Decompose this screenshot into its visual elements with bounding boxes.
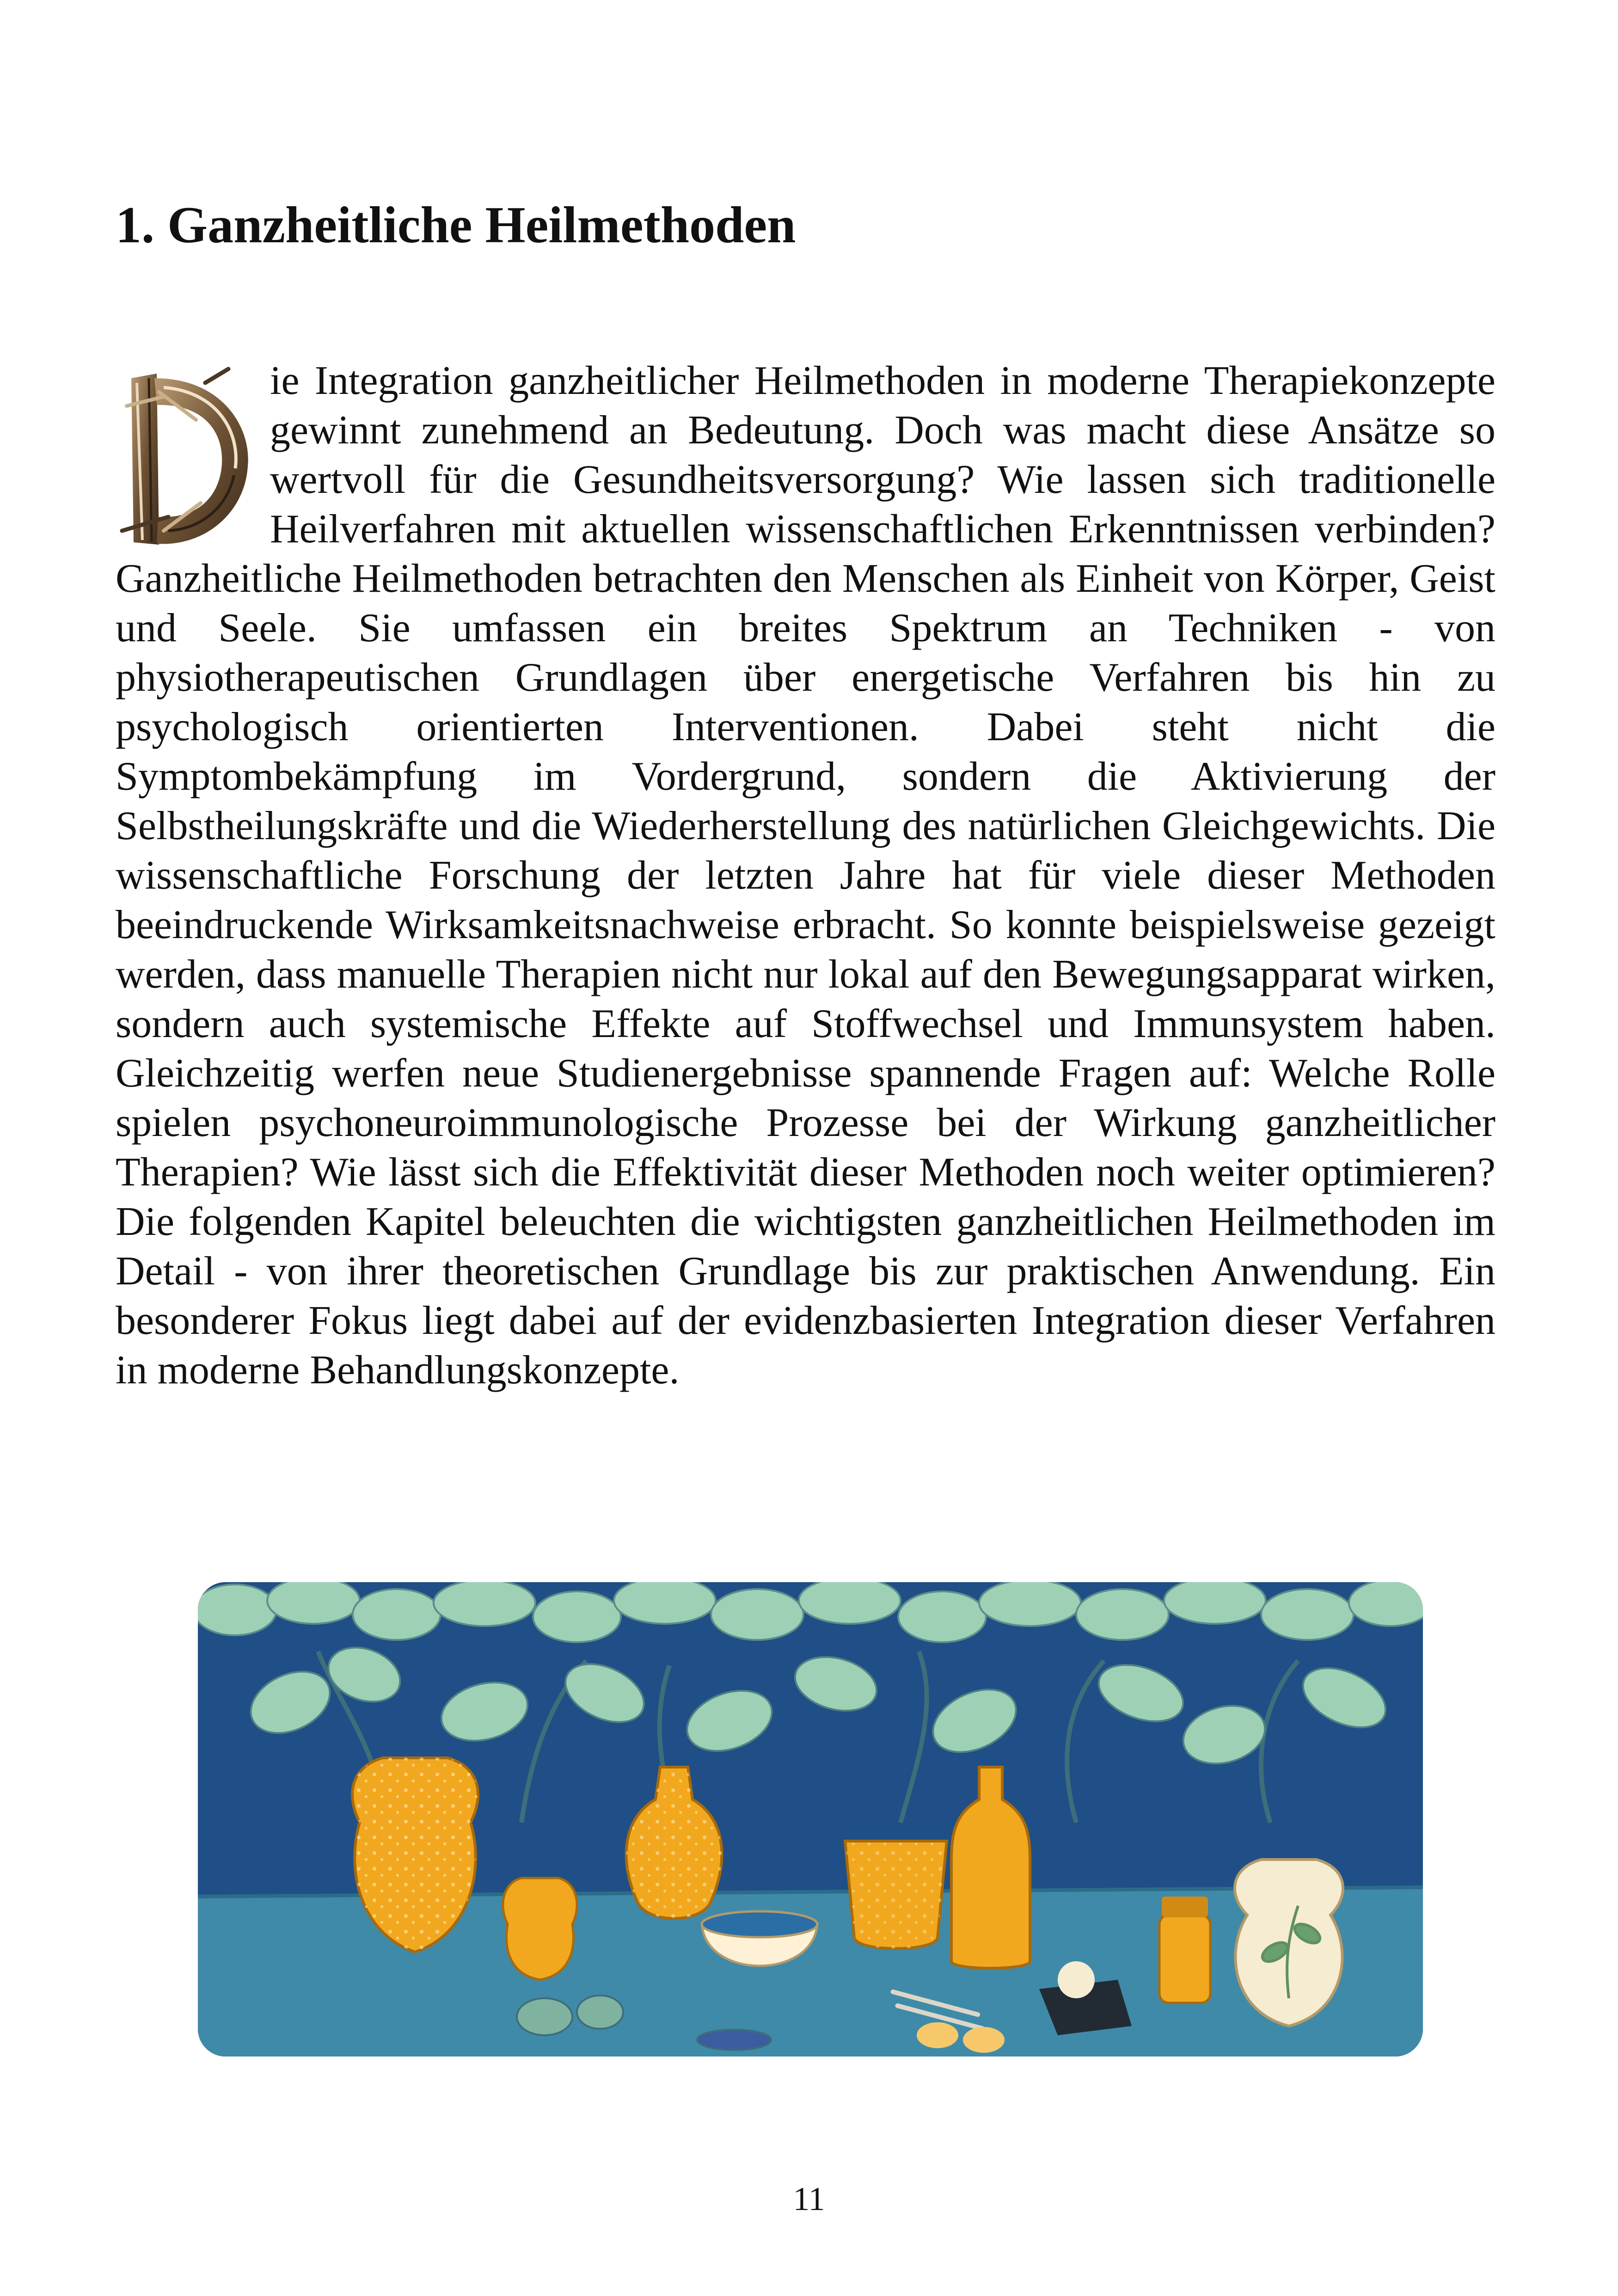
chapter-heading: 1. Ganzheitliche Heilmethoden <box>116 196 796 254</box>
herbal-remedies-illustration <box>198 1582 1423 2057</box>
article-text: ie Integration ganzheitlicher Heilmethoden in moderne Therapiekonzepte gewinnt zunehmend an Bedeutung. Doch was macht diese Ansätze so wertvoll für die Gesundheitsversorgung? Wie lassen sich traditionelle Heilverfahren mit aktuellen wissenschaftlichen Erkenntnissen verbinden? Ganzheitliche Heilmethoden betrachten den Menschen als Einheit von Körper, Geist und Seele. Sie umfassen ein breites Spektrum an Techniken - von physiotherapeutischen Grundlagen über energetische Verfahren bis hin zu psychologisch orientierten Interventionen. Dabei steht nicht die Symptombekämpfung im Vordergrund, sondern die Aktivierung der Selbstheilungskräfte und die Wiederherstellung des natürlichen Gleichgewichts. Die wissenschaftliche Forschung der letzten Jahre hat für viele dieser Methoden beeindruckende Wirksamkeitsnachweise erbracht. So konnte beispielsweise gezeigt werden, dass manuelle Therapien nicht nur lokal auf den Bewegungsapparat wirken, sondern auch systemische Effekte auf Stoffwechsel und Immunsystem haben. Gleichzeitig werfen neue Studienergebnisse spannende Fragen auf: Welche Rolle spielen psychoneuroimmunologische Prozesse bei der Wirkung ganzheitlicher Therapien? Wie lässt sich die Effektivität dieser Methoden noch weiter optimieren? Die folgenden Kapitel beleuchten die wichtigsten ganzheitlichen Heilmethoden im Detail - von ihrer theoretischen Grundlage bis zur praktischen Anwendung. Ein besonderer Fokus liegt dabei auf der evidenzbasierten Integration dieser Verfahren in moderne Behandlungskonzepte. <box>116 358 1495 1393</box>
dropcap-d-illustration <box>113 364 252 550</box>
driftwood-letter-d-icon <box>113 364 252 550</box>
article-body <box>116 356 1495 1395</box>
page-number: 11 <box>793 2180 825 2217</box>
